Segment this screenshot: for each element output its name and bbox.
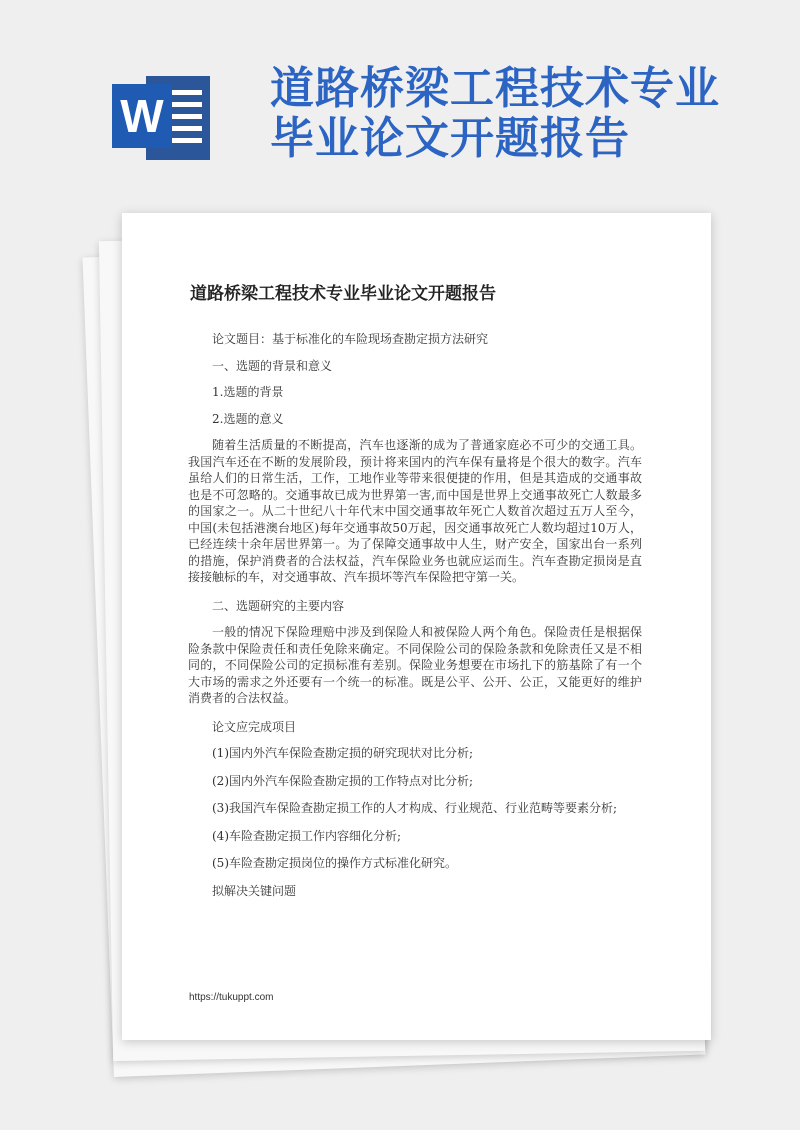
word-letter-icon: W (112, 84, 172, 148)
body-paragraph: 随着生活质量的不断提高，汽车也逐渐的成为了普通家庭必不可少的交通工具。我国汽车还在不断的发展阶段，预计将来国内的汽车保有量将是个很大的数字。汽车虽给人们的日常生活，工作，工地作业等带来很便捷的作用，但是其造成的交通事故也是不可忽略的。交通事故已成为世界第一害,而中国是世界上交通事故死亡人数最多的国家之一。从二十世纪八十年代末中国交通事故年死亡人数首次超过五万人至今，中国(未包括港澳台地区)每年交通事故50万起，因交通事故死亡人数均超过10万人，已经连续十余年居世界第一。为了保障交通事故中人生，财产安全，国家出台一系列的措施，保护消费者的合法权益，汽车保险业务也就应运而生。汽车查勘定损岗是直接接触标的车，对交通事故、汽车损坏等汽车保险把守第一关。 (188, 438, 642, 584)
list-item: (4)车险查勘定损工作内容细化分析; (212, 828, 402, 843)
subsection-heading: 2.选题的意义 (212, 411, 284, 426)
section-heading: 二、选题研究的主要内容 (212, 598, 345, 613)
subsection-heading: 1.选题的背景 (212, 385, 284, 399)
footer-url: https://tukuppt.com (189, 992, 274, 1003)
banner-title-line2: 毕业论文开题报告 (270, 113, 630, 164)
section-heading: 一、选题的背景和意义 (212, 358, 333, 373)
banner-title (270, 64, 740, 164)
section-heading: 拟解决关键问题 (212, 883, 297, 898)
body-paragraph: 一般的情况下保险理赔中涉及到保险人和被保险人两个角色。保险责任是根据保险条款中保险责任和责任免除来确定。不同保险公司的保险条款和免除责任又是不相同的，不同保险公司的定损标准有差别。保险业务想要在市场扎下的筋基除了有一个大市场的需求之外还要有一个统一的标准。既是公平、公开、公正，又能更好的维护消费者的合法权益。 (188, 625, 642, 705)
document-body (188, 331, 642, 909)
list-item: (5)车险查勘定损岗位的操作方式标准化研究。 (212, 856, 457, 870)
section-heading: 论文应完成项目 (212, 719, 297, 734)
word-app-icon (112, 70, 212, 166)
list-item: (2)国内外汽车保险查勘定损的工作特点对比分析; (212, 773, 474, 788)
document-page (122, 213, 711, 1040)
list-item: (3)我国汽车保险查勘定损工作的人才构成、行业规范、行业范畴等要素分析; (212, 801, 618, 815)
list-item: (1)国内外汽车保险查勘定损的研究现状对比分析; (212, 746, 474, 760)
thesis-topic: 论文题目：基于标准化的车险现场查勘定损方法研究 (212, 332, 489, 346)
document-title: 道路桥梁工程技术专业毕业论文开题报告 (190, 284, 496, 304)
banner-title-line1: 道路桥梁工程技术专业 (270, 63, 720, 114)
